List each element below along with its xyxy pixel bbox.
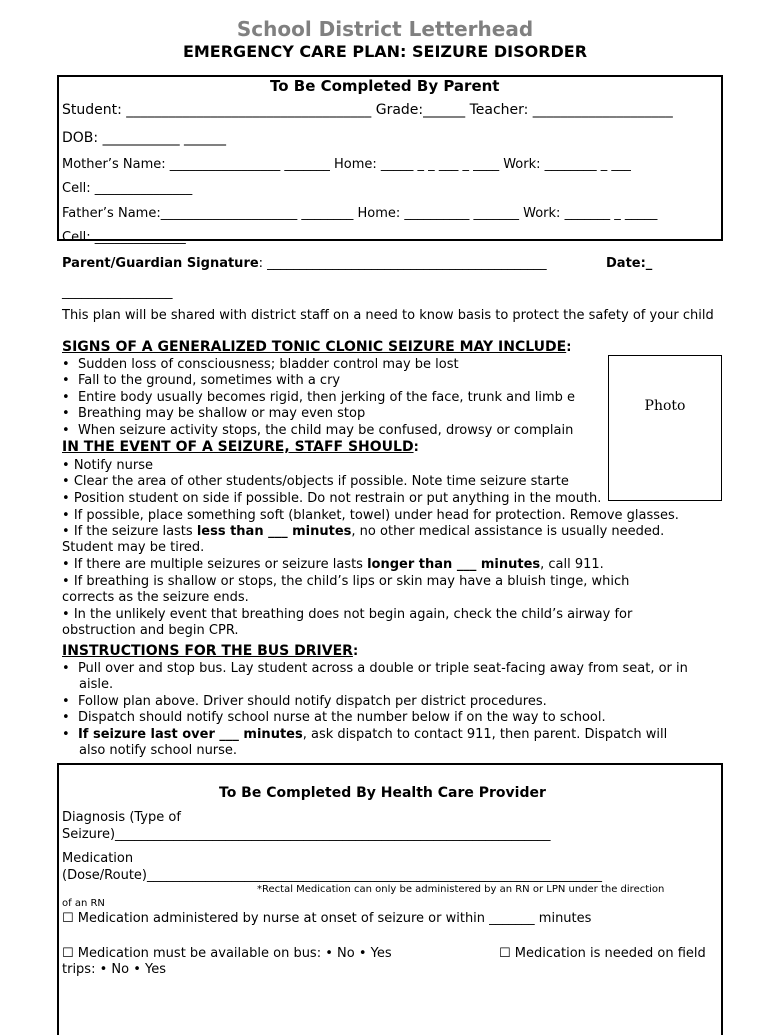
photo-label: Photo: [644, 398, 686, 414]
list-item: • Notify nurse: [62, 458, 153, 473]
list-item-continuation: obstruction and begin CPR.: [62, 623, 239, 638]
medication-field[interactable]: (Dose/Route)______________________________________________________________________: [62, 868, 602, 883]
father-line[interactable]: Father’s Name:_____________________ ________ Home: __________ _______ Work: _______ _ _____: [62, 206, 658, 221]
parent-section-heading: To Be Completed By Parent: [270, 77, 500, 95]
checkbox-icon[interactable]: ☐: [499, 946, 511, 961]
bus-medication-line[interactable]: ☐ Medication must be available on bus: • No • Yes: [62, 946, 392, 961]
checkbox-icon[interactable]: ☐: [62, 946, 74, 961]
mother-line[interactable]: Mother’s Name: _________________ _______ Home: _____ _ _ ___ _ ____ Work: ________ _ ___: [62, 157, 631, 172]
provider-section-box: [57, 763, 723, 1035]
provider-section-heading: To Be Completed By Health Care Provider: [219, 785, 546, 801]
page-title: EMERGENCY CARE PLAN: SEIZURE DISORDER: [182, 42, 588, 61]
date-continuation: _________________: [62, 285, 173, 300]
medication-label: Medication: [62, 851, 134, 866]
list-item: • Pull over and stop bus. Lay student across a double or triple seat-facing away from seat, or in: [62, 661, 688, 676]
list-item: • Breathing may be shallow or may even stop: [62, 406, 366, 421]
student-line[interactable]: Student: ___________________________________ Grade:______ Teacher: ____________________: [62, 102, 673, 118]
list-item-continuation: also notify school nurse.: [79, 743, 238, 758]
diagnosis-label: Diagnosis (Type of: [62, 810, 181, 825]
mother-cell-line[interactable]: Cell: _______________: [62, 181, 193, 196]
father-cell-line[interactable]: Cell: ______________: [62, 230, 186, 245]
list-item: • If the seizure lasts less than ___ minutes, no other medical assistance is usually needed.: [62, 524, 665, 539]
list-item: • Clear the area of other students/objects if possible. Note time seizure starte: [62, 474, 569, 489]
student-photo-placeholder[interactable]: [608, 355, 722, 501]
nurse-medication-line[interactable]: ☐ Medication administered by nurse at onset of seizure or within _______ minutes: [62, 911, 592, 926]
list-item-continuation: Student may be tired.: [62, 540, 205, 555]
signature-blank: : ___________________________________________: [258, 256, 547, 271]
rectal-note-continuation: of an RN: [62, 898, 105, 909]
signature-line[interactable]: [62, 256, 547, 271]
list-item: • If seizure last over ___ minutes, ask dispatch to contact 911, then parent. Dispatch will: [62, 727, 668, 742]
letterhead: School District Letterhead: [236, 17, 534, 41]
bus-heading: INSTRUCTIONS FOR THE BUS DRIVER:: [62, 643, 359, 659]
list-item: • Position student on side if possible. Do not restrain or put anything in the mouth.: [62, 491, 602, 506]
list-item: • Fall to the ground, sometimes with a cry: [62, 373, 341, 388]
list-item: • Entire body usually becomes rigid, then jerking of the face, trunk and limb e: [62, 390, 576, 405]
list-item: • Dispatch should notify school nurse at the number below if on the way to school.: [62, 710, 606, 725]
signs-heading: SIGNS OF A GENERALIZED TONIC CLONIC SEIZURE MAY INCLUDE:: [62, 339, 572, 355]
dob-line[interactable]: DOB: ___________ ______: [62, 130, 227, 146]
list-item: • If possible, place something soft (blanket, towel) under head for protection. Remove glasses.: [62, 508, 679, 523]
date-label[interactable]: Date:_: [606, 256, 653, 271]
field-trip-continuation[interactable]: trips: • No • Yes: [62, 962, 166, 977]
list-item: • In the unlikely event that breathing does not begin again, check the child’s airway for: [62, 607, 633, 622]
share-notice: This plan will be shared with district staff on a need to know basis to protect the safety of your child: [62, 308, 714, 323]
list-item: • If breathing is shallow or stops, the child’s lips or skin may have a bluish tinge, which: [62, 574, 630, 589]
staff-heading: IN THE EVENT OF A SEIZURE, STAFF SHOULD:: [62, 439, 419, 455]
checkbox-icon[interactable]: ☐: [62, 911, 74, 926]
list-item-continuation: aisle.: [79, 677, 114, 692]
list-item: • When seizure activity stops, the child may be confused, drowsy or complain: [62, 423, 574, 438]
list-item-continuation: corrects as the seizure ends.: [62, 590, 249, 605]
rectal-note: *Rectal Medication can only be administered by an RN or LPN under the direction: [257, 884, 665, 895]
diagnosis-field[interactable]: Seizure)___________________________________________________________________: [62, 827, 551, 842]
signature-label: Parent/Guardian Signature: [62, 256, 259, 271]
list-item: • Follow plan above. Driver should notify dispatch per district procedures.: [62, 694, 547, 709]
list-item: • If there are multiple seizures or seizure lasts longer than ___ minutes, call 911.: [62, 557, 604, 572]
list-item: • Sudden loss of consciousness; bladder control may be lost: [62, 357, 459, 372]
field-trip-medication-line[interactable]: ☐ Medication is needed on field: [499, 946, 706, 961]
